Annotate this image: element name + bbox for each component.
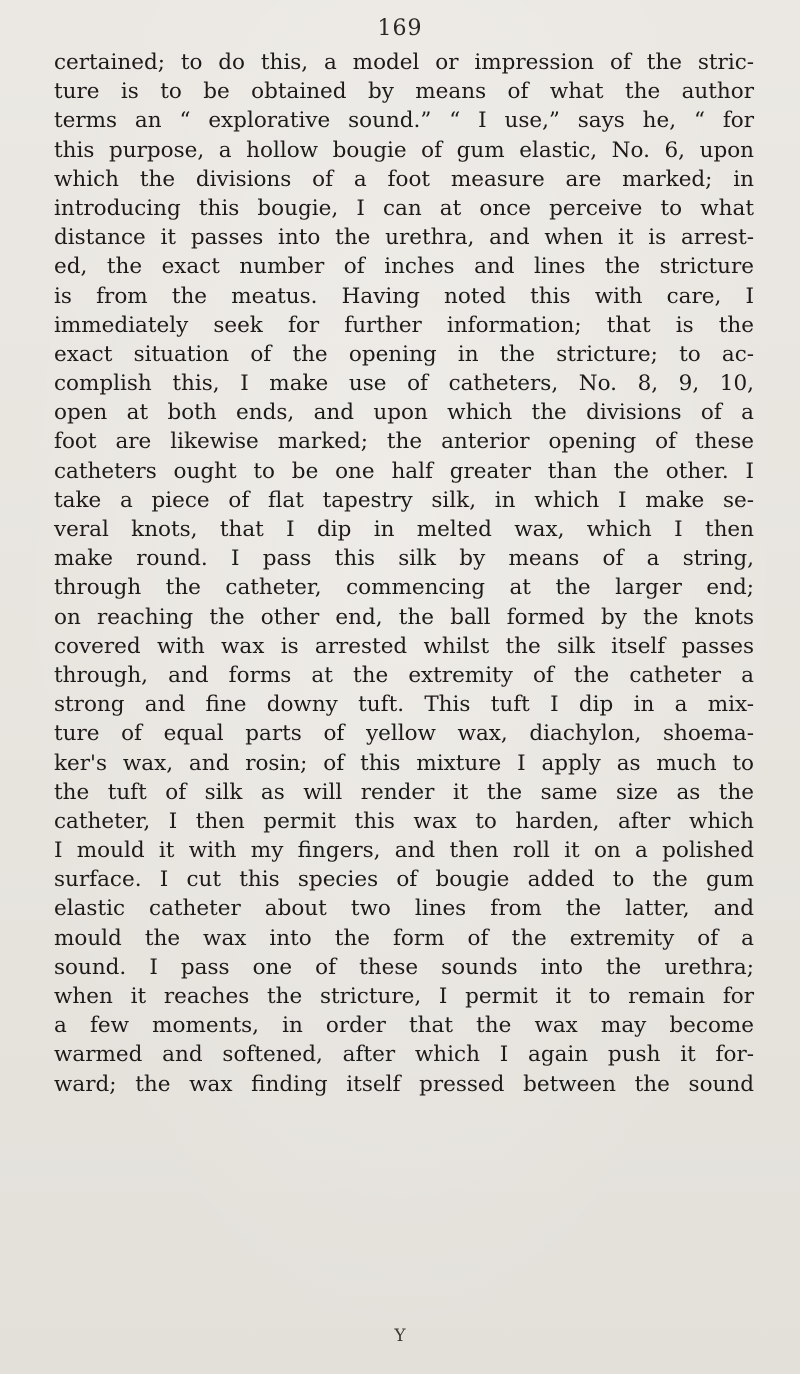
text-line: strong and fine downy tuft. This tuft I dip in a mix- [54, 692, 754, 718]
text-line: immediately seek for further information; that is the [54, 312, 754, 338]
text-line: certained; to do this, a model or impression of the stric- [54, 50, 754, 75]
text-line: mould the wax into the form of the extremity of a [54, 925, 754, 951]
text-line: ward; the wax finding itself pressed between the sound [54, 1071, 754, 1097]
text-line: this purpose, a hollow bougie of gum elastic, No. 6, upon [54, 137, 754, 163]
signature-mark: Y [394, 1326, 406, 1346]
page-number: 169 [377, 16, 423, 41]
text-line: introducing this bougie, I can at once perceive to what [54, 195, 754, 221]
text-line: covered with wax is arrested whilst the silk itself passes [54, 633, 754, 659]
text-line: elastic catheter about two lines from the latter, and [54, 896, 754, 922]
text-line: sound. I pass one of these sounds into the urethra; [54, 954, 754, 980]
text-line: make round. I pass this silk by means of a string, [54, 546, 754, 572]
text-line: open at both ends, and upon which the divisions of a [54, 400, 754, 426]
text-line: foot are likewise marked; the anterior opening of these [54, 429, 754, 455]
text-line: take a piece of flat tapestry silk, in which I make se- [54, 487, 754, 513]
text-line: ture of equal parts of yellow wax, diachylon, shoema- [54, 721, 754, 747]
text-line: through the catheter, commencing at the larger end; [54, 575, 754, 601]
text-line: a few moments, in order that the wax may become [54, 1013, 754, 1039]
text-line: surface. I cut this species of bougie added to the gum [54, 867, 754, 893]
text-line: catheter, I then permit this wax to harden, after which [54, 808, 754, 834]
text-line: ker's wax, and rosin; of this mixture I apply as much to [54, 750, 754, 776]
text-line: warmed and softened, after which I again push it for- [54, 1042, 754, 1068]
text-line: is from the meatus. Having noted this with care, I [54, 283, 754, 309]
text-line: which the divisions of a foot measure are marked; in [54, 166, 754, 192]
text-line: through, and forms at the extremity of the catheter a [54, 662, 754, 688]
text-line: complish this, I make use of catheters, No. 8, 9, 10, [54, 371, 754, 397]
text-line: I mould it with my fingers, and then roll it on a polished [54, 838, 754, 864]
text-line: ed, the exact number of inches and lines the stricture [54, 254, 754, 280]
text-line: exact situation of the opening in the stricture; to ac- [54, 341, 754, 367]
text-line: on reaching the other end, the ball formed by the knots [54, 604, 754, 630]
text-line: the tuft of silk as will render it the same size as the [54, 779, 754, 805]
text-line: distance it passes into the urethra, and when it is arrest- [54, 225, 754, 251]
text-line: veral knots, that I dip in melted wax, which I then [54, 517, 754, 542]
text-line: ture is to be obtained by means of what the author [54, 79, 754, 105]
text-line: terms an “ explorative sound.” “ I use,” says he, “ for [54, 108, 754, 134]
text-line: catheters ought to be one half greater than the other. I [54, 458, 754, 484]
text-line: when it reaches the stricture, I permit it to remain for [54, 984, 754, 1009]
body-text [54, 48, 754, 1099]
